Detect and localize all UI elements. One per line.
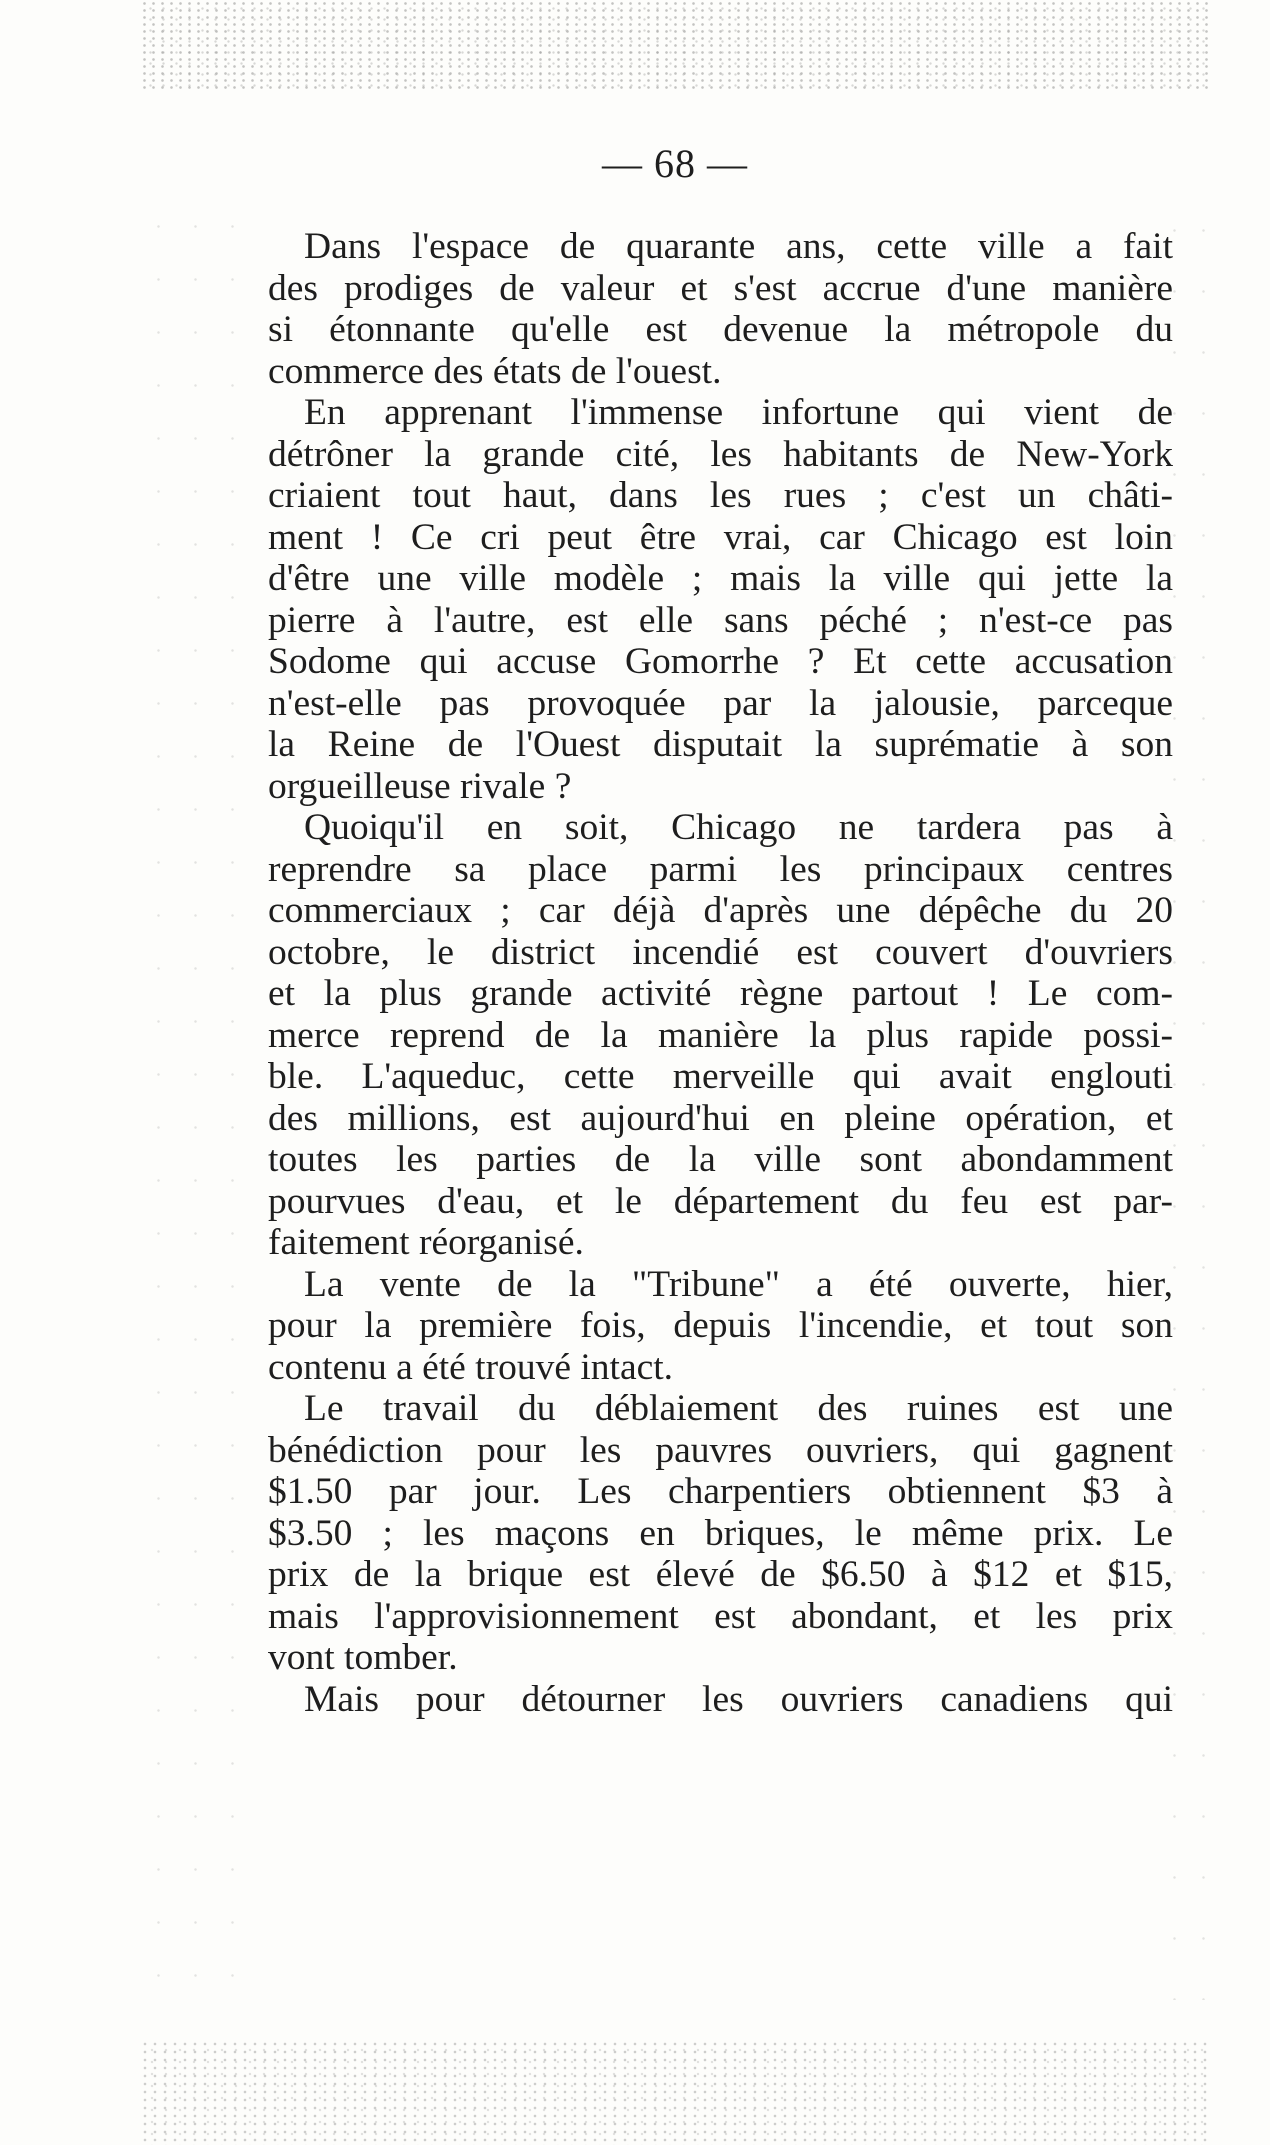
text-line: commerciaux ; car déjà d'après une dépêche du 20: [268, 890, 1173, 931]
text-line: $3.50 ; les maçons en briques, le même prix. Le: [268, 1512, 1173, 1554]
body-text: [268, 226, 1173, 1720]
text-line: des prodiges de valeur et s'est accrue d'une manière: [268, 267, 1173, 309]
text-line: vont tomber.: [268, 1637, 458, 1678]
text-line: La vente de la "Tribune" a été ouverte, hier,: [304, 1263, 1173, 1305]
text-line: Mais pour détourner les ouvriers canadiens qui: [304, 1678, 1173, 1720]
text-line: faitement réorganisé.: [268, 1222, 584, 1263]
text-line: toutes les parties de la ville sont abondamment: [268, 1139, 1173, 1180]
text-line: mais l'approvisionnement est abondant, et les prix: [268, 1595, 1173, 1637]
page-number: — 68 —: [602, 141, 748, 186]
text-line: et la plus grande activité règne partout ! Le com-: [268, 973, 1173, 1014]
text-line: octobre, le district incendié est couvert d'ouvriers: [268, 931, 1173, 973]
text-line: criaient tout haut, dans les rues ; c'est un châti-: [268, 475, 1173, 516]
text-line: pour la première fois, depuis l'incendie, et tout son: [268, 1305, 1173, 1346]
text-line: merce reprend de la manière la plus rapide possi-: [268, 1014, 1173, 1056]
text-line: bénédiction pour les pauvres ouvriers, qui gagnent: [268, 1429, 1173, 1471]
text-line: Sodome qui accuse Gomorrhe ? Et cette accusation: [268, 641, 1173, 682]
text-line: orgueilleuse rivale ?: [268, 765, 572, 807]
text-line: pourvues d'eau, et le département du feu est par-: [268, 1180, 1173, 1222]
text-line: prix de la brique est élevé de $6.50 à $12 et $15,: [268, 1554, 1173, 1595]
text-line: si étonnante qu'elle est devenue la métropole du: [268, 309, 1173, 350]
text-line: d'être une ville modèle ; mais la ville qui jette la: [268, 558, 1173, 599]
text-line: pierre à l'autre, est elle sans péché ; n'est-ce pas: [268, 599, 1173, 641]
scan-noise-left: [140, 200, 260, 2000]
text-line: des millions, est aujourd'hui en pleine opération, et: [268, 1097, 1173, 1139]
text-line: n'est-elle pas provoquée par la jalousie, parceque: [268, 682, 1173, 724]
text-line: détrôner la grande cité, les habitants de New-York: [268, 433, 1173, 475]
scan-noise-top: [140, 0, 1210, 90]
text-line: ment ! Ce cri peut être vrai, car Chicago est loin: [268, 516, 1173, 558]
text-line: commerce des états de l'ouest.: [268, 350, 722, 392]
text-line: ble. L'aqueduc, cette merveille qui avait englouti: [268, 1056, 1173, 1097]
text-line: reprendre sa place parmi les principaux centres: [268, 848, 1173, 890]
text-line: En apprenant l'immense infortune qui vient de: [304, 392, 1173, 433]
text-line: Quoiqu'il en soit, Chicago ne tardera pas à: [304, 807, 1173, 848]
text-line: la Reine de l'Ouest disputait la suprématie à son: [268, 724, 1173, 765]
text-line: Dans l'espace de quarante ans, cette ville a fait: [304, 226, 1173, 267]
text-line: contenu a été trouvé intact.: [268, 1346, 674, 1388]
scan-noise-bottom: [140, 2040, 1210, 2145]
text-line: $1.50 par jour. Les charpentiers obtiennent $3 à: [268, 1471, 1173, 1512]
text-line: Le travail du déblaiement des ruines est une: [304, 1388, 1173, 1429]
